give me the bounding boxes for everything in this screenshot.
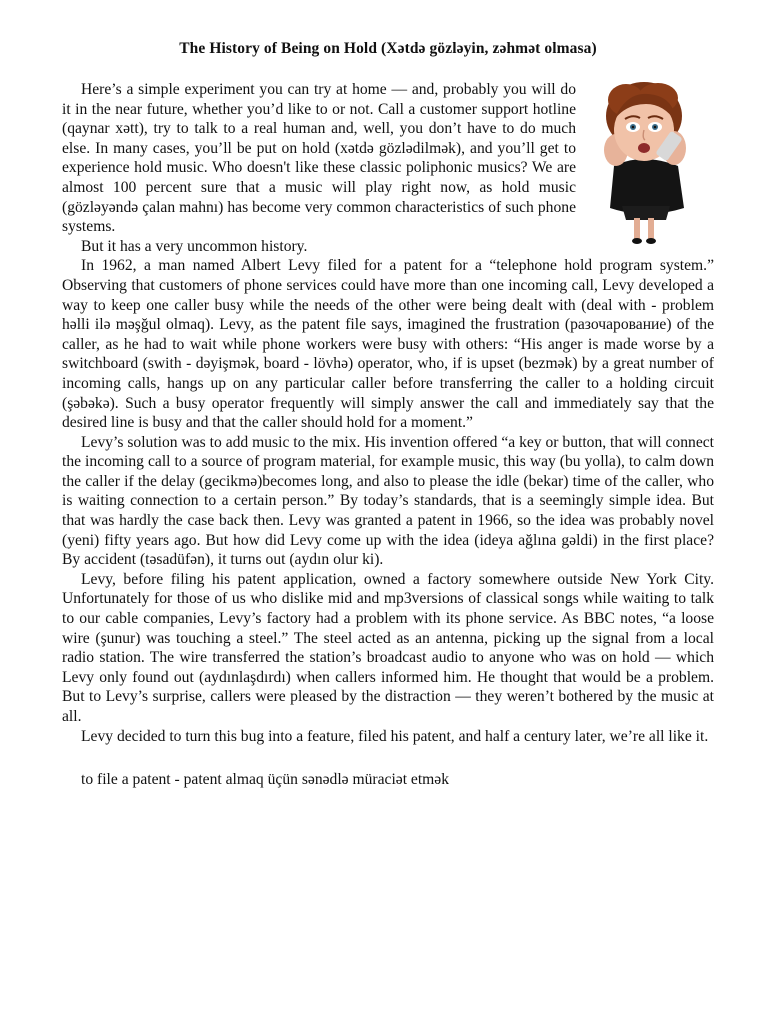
paragraph-conclusion: Levy decided to turn this bug into a feature, filed his patent, and half a century later, we’re all like it.	[81, 727, 709, 745]
document-title: The History of Being on Hold (Xətdə gözləyin, zəhmət olmasa)	[179, 40, 597, 57]
woman-on-phone-photo	[586, 80, 714, 245]
vocabulary-footnote: to file a patent - patent almaq üçün sənədlə müraciət etmək	[81, 771, 450, 789]
paragraph-uncommon-history: But it has a very uncommon history.	[81, 237, 308, 255]
paragraph-levy-solution: Levy’s solution was to add music to the mix. His invention offered “a key or button, that will connect the incoming call to a source of program material, for example music, this way (bu yolla), to calm down the caller if the delay (gecikmə)becomes long, and also to please the idle (bekar) time of the caller, who is waiting connection to a certain person.” By today’s standards, that is a seemingly simple idea. But that was hardly the case back then. Levy was granted a patent in 1966, so the idea was probably novel (yeni) fifty years ago. But how did Levy come up with the idea (ideya ağlına gəldi) in the first place? By accident (təsadüfən), it turns out (aydın olur ki).	[62, 433, 714, 569]
paragraph-1962-patent: In 1962, a man named Albert Levy filed for a patent for a “telephone hold program system.” Observing that customers of phone services could have more than one incoming call, Levy developed a way to keep one caller busy while the needs of the other were being dealt with (deal with - problem həlli ilə məşğul olmaq). Levy, as the patent file says, imagined the frustration (разочарование) of the caller, as he had to wait while phone workers were busy with others: “His anger is made worse by a switchboard (swith - dəyişmək, board - lövhə) operator, who, if is upset (bezmək) by a great number of incoming calls, hangs up on any particular caller before transferring the caller to a holding circuit (şəbəkə). Such a busy operator frequently will simply answer the call and immediately say that the desired line is busy and that the caller should hold for a moment.”	[62, 257, 714, 432]
paragraph-intro: Here’s a simple experiment you can try at home — and, probably you will do it in the near future, whether you’d like to or not. Call a customer support hotline (qaynar xətt), try to talk to a real human and, well, you don’t have to do much else. In many cases, you’ll be put on hold (xətdə gözlədilmək), and you’ll get to experience hold music. Who doesn't like these classic poliphonic musics? We are almost 100 percent sure that a music will play right now, as hold music (gözləyəndə çalan mahnı) has become very common characteristics of such phone systems.	[62, 81, 576, 236]
document-page	[62, 40, 714, 790]
paragraph-factory-story: Levy, before filing his patent application, owned a factory somewhere outside New York City. Unfortunately for those of us who dislike mid and mp3versions of classical songs while waiting to talk to our cable companies, Levy’s factory had a problem with its phone service. As BBC notes, “a loose wire (şunur) was touching a steel.” The steel acted as an antenna, picking up the signal from a local radio station. The wire transferred the station’s broadcast audio to anyone who was on hold — which Levy only found out (aydınlaşdırdı) when callers informed him. He thought that would be a problem. But to Levy’s surprise, callers were pleased by the distraction — they weren’t bothered by the music at all.	[62, 570, 714, 725]
